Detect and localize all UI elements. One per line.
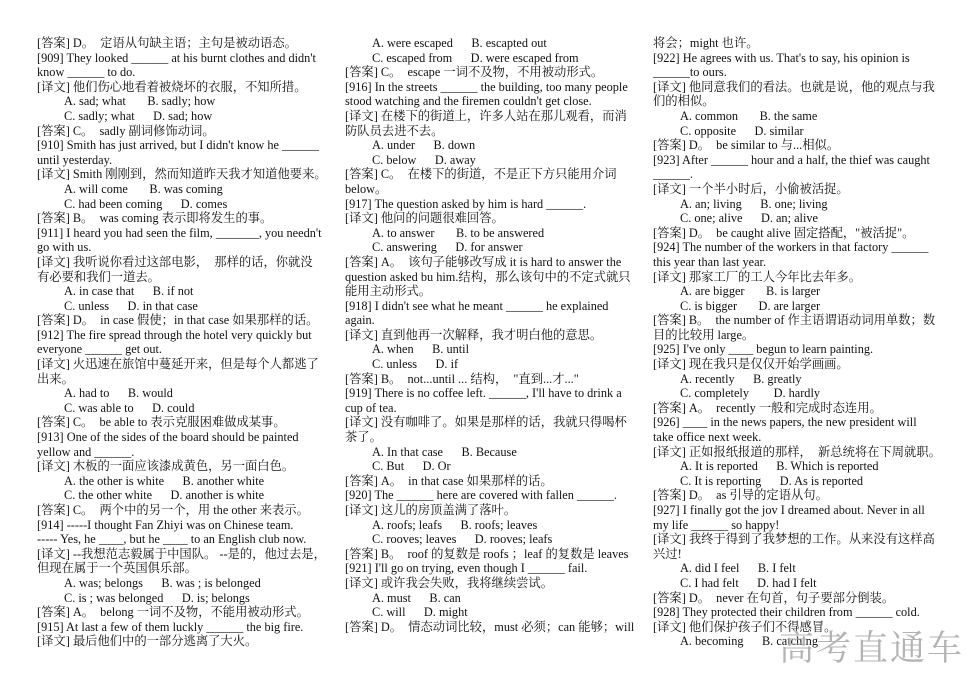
text-line: take office next week. bbox=[653, 430, 762, 445]
text-line: [答案] D。 定语从句缺主语；主句是被动语态。 bbox=[37, 36, 297, 50]
text-line: [答案] B。 roof 的复数是 roofs ；leaf 的复数是 leaves bbox=[345, 546, 629, 561]
text-line: [919] There is no coffee left. ______, I'll have to drink a bbox=[345, 386, 622, 401]
text-line: A. in case that B. if not bbox=[64, 284, 194, 299]
text-line: C. completely D. hardly bbox=[680, 386, 821, 401]
text-line: [译文] 他们保护孩子们不得感冒。 bbox=[653, 619, 837, 634]
text-line: C. answering D. for answer bbox=[372, 240, 523, 255]
text-line: [916] In the streets ______ the building, too many people bbox=[345, 79, 628, 94]
text-line: this year than last year. bbox=[653, 254, 767, 269]
text-line: A. under B. down bbox=[372, 138, 476, 153]
text-line: [921] I'll go on trying, even though I ______ fail. bbox=[345, 561, 588, 576]
text-line: C. will D. might bbox=[372, 605, 468, 620]
text-line: A. common B. the same bbox=[680, 108, 818, 123]
text-line: [914] -----I thought Fan Zhiyi was on Chinese team. bbox=[37, 517, 294, 532]
text-line: [答案] C。 escape 一词不及物，不用被动形式。 bbox=[345, 65, 604, 80]
text-line: [译文] 我听说你看过这部电影， 那样的话，你就没 bbox=[37, 254, 313, 269]
text-line: [译文] 他问的问题很难回答。 bbox=[345, 211, 504, 226]
text-line: C. below D. away bbox=[372, 152, 476, 167]
text-line: [译文] 正如报纸报道的那样， 新总统将在下周就职。 bbox=[653, 444, 941, 459]
text-line: go with us. bbox=[37, 240, 92, 255]
text-line: 出来。 bbox=[37, 371, 74, 386]
text-line: my life ______ so happy! bbox=[653, 517, 780, 532]
text-line: [912] The fire spread through the hotel very quickly but bbox=[37, 327, 312, 342]
text-line: [译文] 一个半小时后，小偷被活捉。 bbox=[653, 181, 849, 196]
text-line: A. was; belongs B. was ; is belonged bbox=[64, 575, 261, 590]
text-line: [答案] C。 be able to 表示克服困难做成某事。 bbox=[37, 415, 286, 430]
text-line: A. sad; what B. sadly; how bbox=[64, 94, 216, 109]
text-line: [答案] D。 情态动词比较，must 必须；can 能够；will bbox=[345, 619, 635, 634]
text-line: [答案] B。 was coming 表示即将发生的事。 bbox=[37, 211, 273, 226]
text-line: C. is bigger D. are larger bbox=[680, 298, 821, 313]
text-line: [答案] D。 in case 假使；in that case 如果那样的话。 bbox=[37, 313, 319, 328]
text-line: [译文] 或许我会失败，我将继续尝试。 bbox=[345, 575, 554, 590]
text-line: 们的相似。 bbox=[653, 94, 715, 109]
text-line: [译文] 最后他们中的一部分逃离了大火。 bbox=[37, 634, 258, 649]
text-line: [910] Smith has just arrived, but I didn't know he ______ bbox=[37, 138, 319, 153]
text-line: [答案] A。 recently 一般和完成时态连用。 bbox=[653, 400, 882, 415]
text-line: [920] The ______ here are covered with fallen ______. bbox=[345, 488, 617, 503]
text-line: [928] They protected their children from ______ cold. bbox=[653, 605, 920, 620]
column-left bbox=[37, 36, 333, 649]
text-line: 能用主动形式。 bbox=[345, 284, 432, 299]
text-line: [925] I've only ____ begun to learn painting. bbox=[653, 342, 874, 357]
text-line: 有必要和我们一道去。 bbox=[37, 269, 160, 284]
text-line: A. an; living B. one; living bbox=[680, 196, 828, 211]
text-line: [译文] 他们伤心地看着被烧坏的衣服，不知所措。 bbox=[37, 79, 307, 94]
text-line: [926] ____ in the news papers, the new president will bbox=[653, 415, 917, 430]
text-line: [译文] 木板的一面应该漆成黄色，另一面白色。 bbox=[37, 459, 295, 474]
text-line: A. were escaped B. escapted out bbox=[372, 36, 547, 50]
text-line: C. opposite D. similar bbox=[680, 123, 804, 138]
text-line: C. escaped from D. were escaped from bbox=[372, 50, 579, 65]
text-line: A. the other is white B. another white bbox=[64, 473, 265, 488]
text-line: [答案] B。 not...until ... 结构， "直到...才..." bbox=[345, 371, 579, 386]
text-line: [答案] C。 sadly 副词修饰动词。 bbox=[37, 123, 215, 138]
text-line: [924] The number of the workers in that factory ______ bbox=[653, 240, 929, 255]
text-line: question asked bu him.结构，那么该句中的不定式就只 bbox=[345, 269, 631, 284]
text-line: [答案] A。 in that case 如果那样的话。 bbox=[345, 473, 553, 488]
text-line: [译文] 我终于得到了我梦想的工作。从来没有这样高 bbox=[653, 532, 935, 547]
text-line: [922] He agrees with us. That's to say, his opinion is bbox=[653, 50, 910, 65]
text-line: A. In that case B. Because bbox=[372, 444, 517, 459]
text-line: [译文] 没有咖啡了。如果是那样的话，我就只得喝杯 bbox=[345, 415, 627, 430]
text-line: ----- Yes, he ____, but he ____ to an English club now. bbox=[37, 532, 307, 547]
text-line: until yesterday. bbox=[37, 152, 113, 167]
text-line: [答案] D。 as 引导的定语从句。 bbox=[653, 488, 828, 503]
text-line: C. is ; was belonged D. is; belongs bbox=[64, 590, 250, 605]
text-line: [译文] --我想范志毅属于中国队。 --是的，他过去是， bbox=[37, 546, 326, 561]
text-line: cup of tea. bbox=[345, 400, 397, 415]
text-line: C. had been coming D. comes bbox=[64, 196, 228, 211]
text-line: below。 bbox=[345, 181, 388, 196]
text-line: 茶了。 bbox=[345, 430, 382, 445]
watermark: 高考直通车 bbox=[778, 629, 964, 668]
text-line: A. will come B. was coming bbox=[64, 181, 223, 196]
text-line: [909] They looked ______ at his burnt clothes and didn't bbox=[37, 50, 316, 65]
text-line: C. one; alive D. an; alive bbox=[680, 211, 818, 226]
text-line: C. But D. Or bbox=[372, 459, 451, 474]
text-line: ______to ours. bbox=[653, 65, 727, 80]
text-line: C. rooves; leaves D. rooves; leafs bbox=[372, 532, 553, 547]
text-line: C. unless D. if bbox=[372, 357, 459, 372]
text-line: [答案] C。 两个中的另一个，用 the other 来表示。 bbox=[37, 503, 309, 517]
text-line: [923] After ______ hour and a half, the thief was caught bbox=[653, 152, 930, 167]
text-line: [913] One of the sides of the board should be painted bbox=[37, 430, 299, 445]
text-line: [答案] A。 该句子能够改写成 it is hard to answer the bbox=[345, 254, 622, 269]
text-line: [译文] 这儿的房顶盖满了落叶。 bbox=[345, 503, 517, 517]
text-line: [答案] D。 be caught alive 固定搭配，"被活捉"。 bbox=[653, 225, 915, 240]
text-line: [答案] D。 never 在句首，句子要部分倒装。 bbox=[653, 590, 895, 605]
text-line: [911] I heard you had seen the film, _______, you needn't bbox=[37, 225, 322, 240]
text-line: [答案] D。 be similar to 与...相似。 bbox=[653, 138, 840, 153]
text-line: [答案] A。 belong 一词不及物，不能用被动形式。 bbox=[37, 605, 309, 620]
text-line: [答案] B。 the number of 作主语谓语动词用单数；数 bbox=[653, 313, 936, 328]
text-line: [译文] 火迅速在旅馆中蔓延开来，但是每个人都逃了 bbox=[37, 357, 319, 372]
text-line: A. did I feel B. I felt bbox=[680, 561, 796, 576]
text-line: A. recently B. greatly bbox=[680, 371, 802, 386]
text-line: A. to answer B. to be answered bbox=[372, 225, 545, 240]
text-line: A. had to B. would bbox=[64, 386, 173, 401]
text-line: 将会；might 也许。 bbox=[653, 36, 759, 50]
text-columns bbox=[37, 36, 963, 649]
text-line: 兴过! bbox=[653, 546, 682, 561]
text-line: 防队员去进不去。 bbox=[345, 123, 444, 138]
text-line: C. It is reporting D. As is reported bbox=[680, 473, 864, 488]
text-line: A. becoming B. catching bbox=[680, 634, 818, 649]
text-line: [译文] 直到他再一次解释，我才明白他的意思。 bbox=[345, 327, 603, 342]
text-line: A. are bigger B. is larger bbox=[680, 284, 821, 299]
text-line: C. I had felt D. had I felt bbox=[680, 575, 817, 590]
text-line: [译文] Smith 刚刚到，然而知道昨天我才知道他要来。 bbox=[37, 167, 327, 182]
text-line: A. It is reported B. Which is reported bbox=[680, 459, 879, 474]
text-line: yellow and ______. bbox=[37, 444, 135, 459]
text-line: 但现在属于一个英国俱乐部。 bbox=[37, 561, 197, 576]
text-line: [答案] C。 在楼下的街道，不是正下方只能用介词 bbox=[345, 167, 617, 182]
text-line: again. bbox=[345, 313, 375, 328]
text-line: [915] At last a few of them luckly ______ the big fire. bbox=[37, 619, 304, 634]
text-line: stood watching and the firemen couldn't get close. bbox=[345, 94, 592, 109]
text-line: [译文] 在楼下的街道上，许多人站在那儿观看，而消 bbox=[345, 108, 627, 123]
text-line: everyone ______ get out. bbox=[37, 342, 162, 357]
text-line: C. the other white D. another is white bbox=[64, 488, 265, 503]
text-line: know ______ to do. bbox=[37, 65, 136, 80]
text-line: [917] The question asked by him is hard ______. bbox=[345, 196, 587, 211]
text-line: [译文] 那家工厂的工人今年比去年多。 bbox=[653, 269, 862, 284]
text-line: [927] I finally got the jov I dreamed about. Never in all bbox=[653, 503, 925, 517]
text-line: A. when B. until bbox=[372, 342, 470, 357]
text-line: ______. bbox=[653, 167, 693, 182]
text-line: C. unless D. in that case bbox=[64, 298, 198, 313]
text-line: C. was able to D. could bbox=[64, 400, 195, 415]
column-right bbox=[653, 36, 963, 649]
text-line: C. sadly; what D. sad; how bbox=[64, 108, 213, 123]
text-line: A. must B. can bbox=[372, 590, 461, 605]
text-line: [918] I didn't see what he meant ______ he explained bbox=[345, 298, 609, 313]
text-line: [译文] 他同意我们的看法。也就是说，他的观点与我 bbox=[653, 79, 935, 94]
column-middle bbox=[345, 36, 641, 649]
text-line: [译文] 现在我只是仅仅开始学画画。 bbox=[653, 357, 849, 372]
text-line: 目的比较用 large。 bbox=[653, 327, 755, 342]
text-line: A. roofs; leafs B. roofs; leaves bbox=[372, 517, 538, 532]
